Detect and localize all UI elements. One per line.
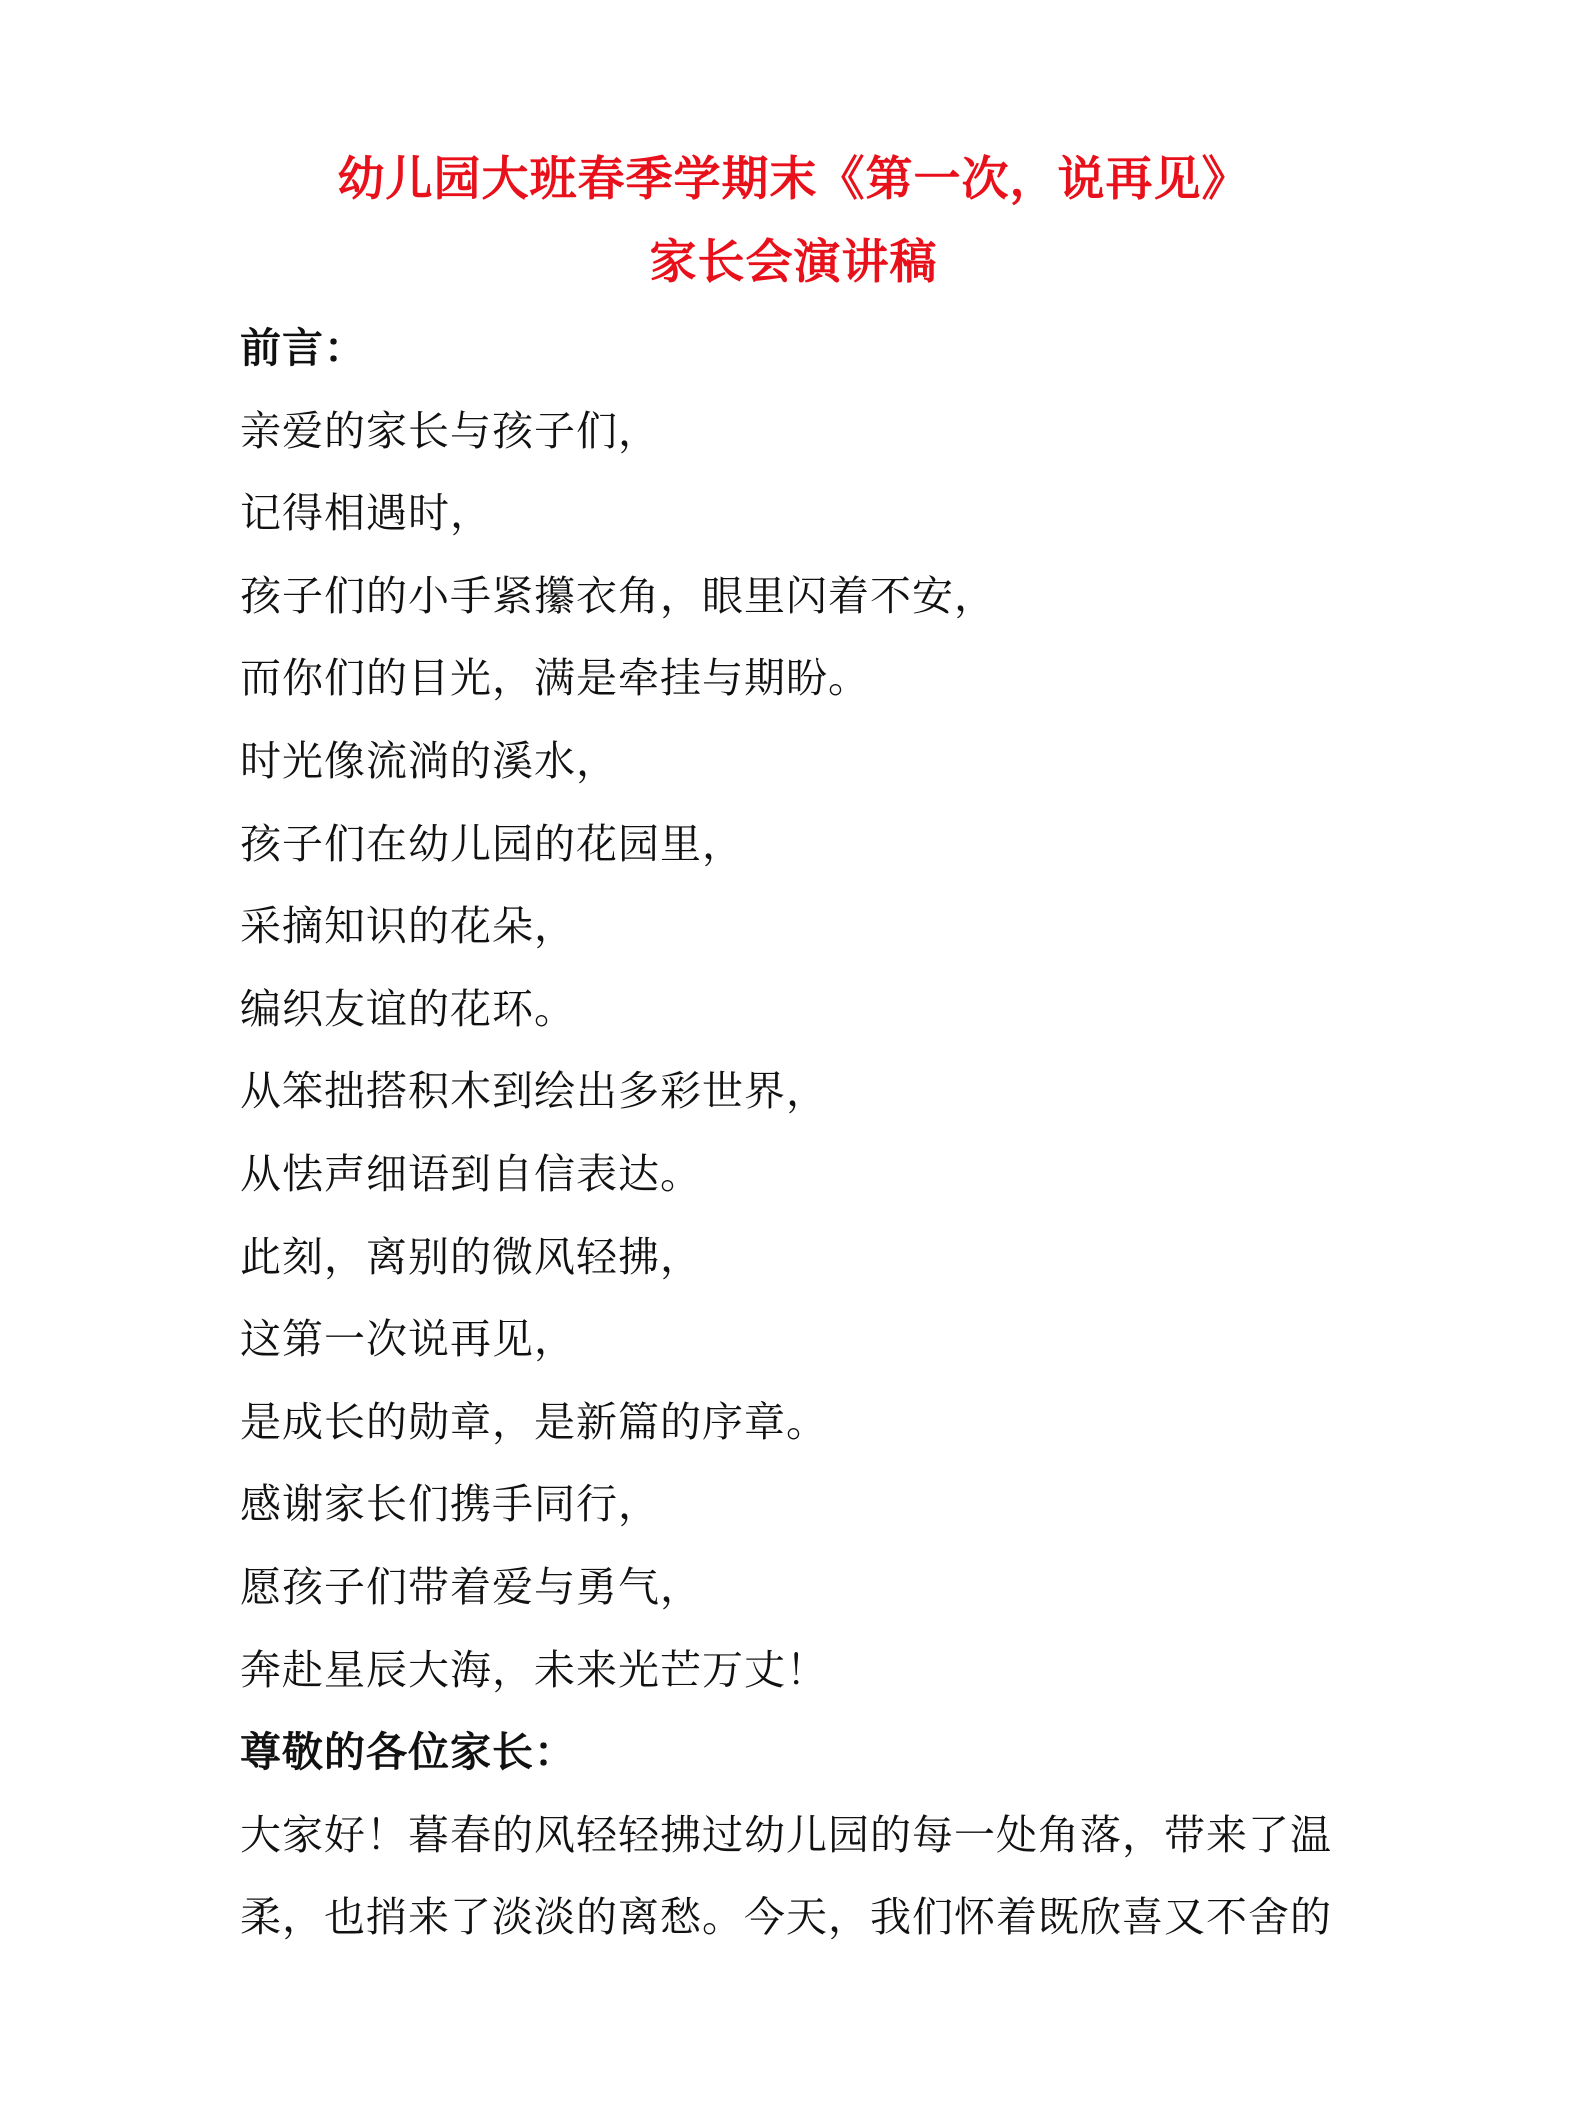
greeting-heading: 尊敬的各位家长：	[240, 1728, 576, 1777]
preface-heading: 前言：	[240, 324, 366, 372]
preface-line: 从笨拙搭积木到绘出多彩世界，	[240, 1067, 828, 1116]
preface-line: 编织友谊的花环。	[240, 984, 576, 1033]
preface-line: 亲爱的家长与孩子们，	[240, 406, 660, 455]
document-title-line-1: 幼儿园大班春季学期末《第一次，说再见》	[337, 152, 1250, 207]
preface-line: 从怯声细语到自信表达。	[240, 1149, 702, 1198]
preface-line: 感谢家长们携手同行，	[240, 1480, 660, 1529]
document-title-line-2: 家长会演讲稿	[649, 235, 938, 290]
preface-line: 时光像流淌的溪水，	[240, 736, 618, 785]
body-paragraph-line: 柔，也捎来了淡淡的离愁。今天，我们怀着既欣喜又不舍的	[240, 1893, 1332, 1942]
preface-line: 采摘知识的花朵，	[240, 902, 576, 951]
preface-line: 奔赴星辰大海，未来光芒万丈！	[240, 1645, 828, 1694]
document-body	[240, 318, 1360, 1970]
preface-line: 这第一次说再见，	[240, 1315, 576, 1364]
body-paragraph-line: 大家好！暮春的风轻轻拂过幼儿园的每一处角落，带来了温	[240, 1810, 1332, 1859]
preface-line: 记得相遇时，	[240, 489, 492, 538]
preface-line: 是成长的勋章，是新篇的序章。	[240, 1397, 828, 1446]
preface-line: 此刻，离别的微风轻拂，	[240, 1232, 702, 1281]
preface-line: 孩子们的小手紧攥衣角，眼里闪着不安，	[240, 571, 996, 620]
preface-line: 孩子们在幼儿园的花园里，	[240, 819, 744, 868]
preface-line: 愿孩子们带着爱与勇气，	[240, 1562, 702, 1611]
preface-line: 而你们的目光，满是牵挂与期盼。	[240, 654, 870, 703]
